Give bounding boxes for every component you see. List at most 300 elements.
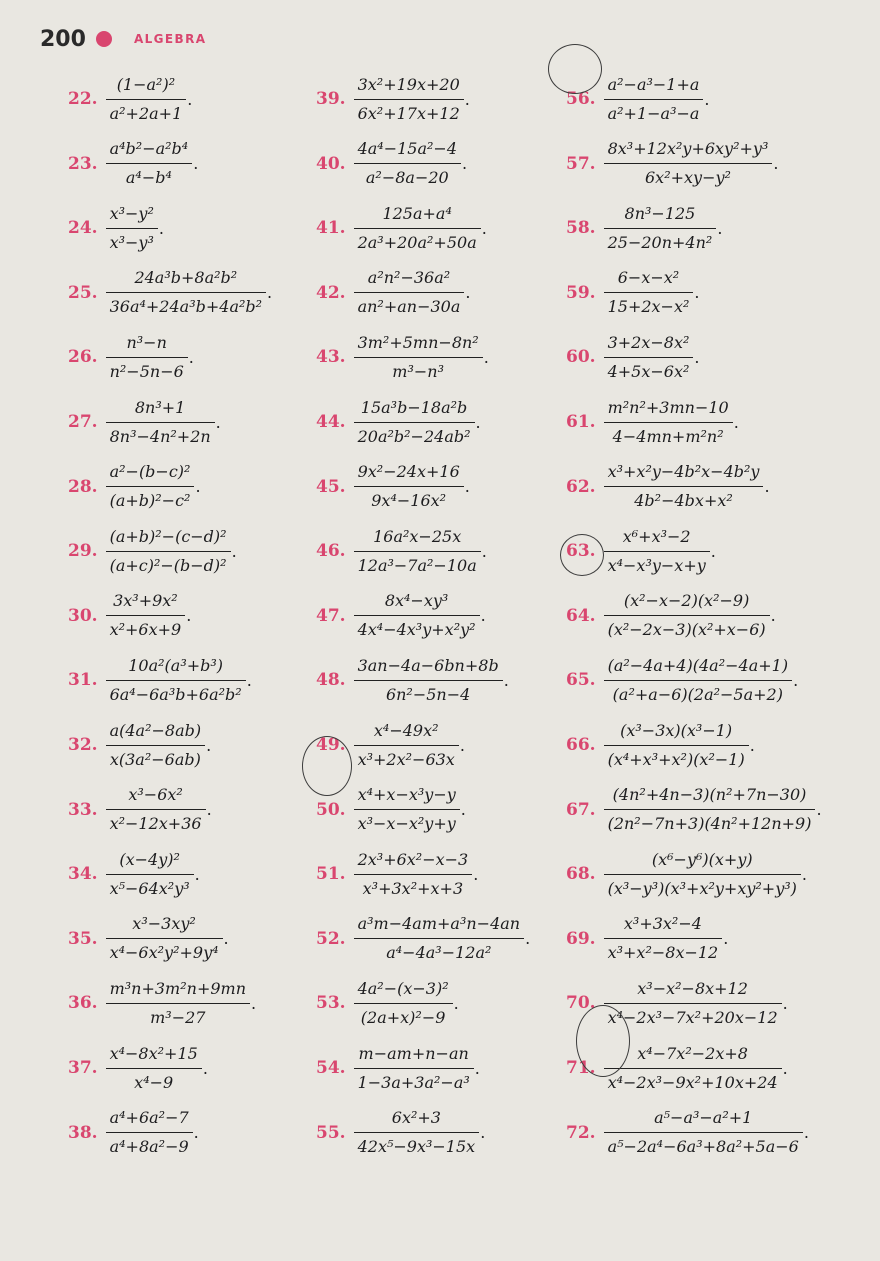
problem-item xyxy=(566,584,776,648)
period: . xyxy=(480,1123,486,1143)
fraction xyxy=(604,1043,782,1094)
denominator: 4b²−4bx+x² xyxy=(634,491,733,511)
denominator: 1−3a+3a²−a³ xyxy=(357,1072,470,1092)
pencil-circle-70 xyxy=(576,1005,630,1077)
problem-item xyxy=(68,132,198,196)
problem-number: 72. xyxy=(566,1122,596,1143)
denominator: n²−5n−6 xyxy=(109,361,184,381)
problem-number: 46. xyxy=(316,541,346,562)
problem-number: 37. xyxy=(68,1058,98,1078)
fraction-bar xyxy=(106,680,246,681)
denominator: 4x⁴−4x³y+x²y² xyxy=(357,620,476,640)
fraction xyxy=(106,332,188,383)
denominator: (a+c)²−(b−d)² xyxy=(109,555,227,575)
problem-number: 62. xyxy=(566,476,596,497)
numerator: a(4a²−8ab) xyxy=(109,720,202,740)
fraction xyxy=(604,849,801,900)
fraction xyxy=(604,332,694,383)
fraction-bar xyxy=(354,422,475,423)
problem-item xyxy=(68,390,221,454)
denominator: 20a²b²−24ab² xyxy=(357,426,471,446)
numerator: a⁴b²−a²b⁴ xyxy=(109,139,189,159)
period: . xyxy=(816,800,822,820)
denominator: x³+3x²+x+3 xyxy=(362,878,464,898)
fraction xyxy=(354,267,465,318)
numerator: 3+2x−8x² xyxy=(607,332,690,352)
fraction-bar xyxy=(604,99,704,100)
period: . xyxy=(194,864,200,884)
problem-number: 40. xyxy=(316,153,346,174)
fraction xyxy=(354,1107,480,1158)
fraction-bar xyxy=(106,874,194,875)
period: . xyxy=(717,218,723,238)
numerator: 3m²+5mn−8n² xyxy=(357,332,479,352)
fraction xyxy=(106,590,186,641)
denominator: (2a+x)²−9 xyxy=(360,1007,446,1027)
denominator: m³−27 xyxy=(150,1007,206,1027)
problem-item xyxy=(68,778,212,842)
denominator: 4+5x−6x² xyxy=(607,361,690,381)
period: . xyxy=(460,800,466,820)
denominator: 8n³−4n²+2n xyxy=(109,426,211,446)
fraction-bar xyxy=(106,163,193,164)
fraction xyxy=(354,784,460,835)
fraction xyxy=(354,397,475,448)
period: . xyxy=(801,864,807,884)
fraction xyxy=(106,655,246,706)
denominator: x³+2x²−63x xyxy=(357,749,455,769)
period: . xyxy=(462,154,468,174)
fraction xyxy=(604,655,792,706)
fraction xyxy=(354,74,464,125)
denominator: an²+an−30a xyxy=(357,297,461,317)
numerator: 6x²+3 xyxy=(391,1108,441,1128)
period: . xyxy=(202,1058,208,1078)
denominator: x³−y³ xyxy=(109,232,154,252)
fraction-bar xyxy=(106,809,206,810)
problem-item xyxy=(566,132,778,196)
numerator: 8x³+12x²y+6xy²+y³ xyxy=(607,139,769,159)
period: . xyxy=(474,1058,480,1078)
numerator: 15a³b−18a²b xyxy=(360,397,468,417)
numerator: x³−x²−8x+12 xyxy=(637,978,748,998)
fraction-bar xyxy=(106,1132,193,1133)
denominator: 6n²−5n−4 xyxy=(385,684,471,704)
fraction xyxy=(604,978,782,1029)
fraction-bar xyxy=(106,1003,250,1004)
problem-number: 52. xyxy=(316,928,346,949)
problem-item xyxy=(316,196,487,260)
problem-item xyxy=(68,261,272,325)
period: . xyxy=(473,864,479,884)
problem-item xyxy=(316,648,509,712)
period: . xyxy=(465,283,471,303)
fraction-bar xyxy=(604,1132,803,1133)
numerator: a⁴+6a²−7 xyxy=(109,1108,189,1128)
numerator: x³−3xy² xyxy=(132,914,196,934)
problem-number: 30. xyxy=(68,605,98,626)
problem-item xyxy=(316,971,459,1035)
denominator: x⁴−9 xyxy=(134,1072,174,1092)
problem-item xyxy=(316,132,467,196)
period: . xyxy=(475,412,481,432)
period: . xyxy=(223,929,229,949)
period: . xyxy=(453,993,459,1013)
numerator: 6−x−x² xyxy=(617,268,680,288)
numerator: a⁵−a³−a²+1 xyxy=(654,1108,753,1128)
fraction xyxy=(354,203,481,254)
denominator: 2a³+20a²+50a xyxy=(357,232,477,252)
period: . xyxy=(481,541,487,561)
fraction-bar xyxy=(604,422,733,423)
fraction xyxy=(354,138,461,189)
problem-number: 22. xyxy=(68,89,98,109)
problem-number: 42. xyxy=(316,282,346,303)
problem-item xyxy=(68,584,191,648)
denominator: x⁴−2x³−7x²+20x−12 xyxy=(607,1007,778,1027)
fraction-bar xyxy=(354,292,465,293)
fraction-bar xyxy=(354,1068,474,1069)
denominator: a²−8a−20 xyxy=(365,168,449,188)
problem-number: 70. xyxy=(566,993,596,1014)
denominator: x³−x−x²y+y xyxy=(357,814,456,834)
period: . xyxy=(793,670,799,690)
denominator: 6x²+17x+12 xyxy=(357,103,460,123)
fraction xyxy=(354,461,464,512)
problem-number: 38. xyxy=(68,1122,98,1143)
problem-number: 25. xyxy=(68,282,98,303)
problem-number: 32. xyxy=(68,735,98,755)
denominator: 25−20n+4n² xyxy=(607,232,713,252)
fraction xyxy=(106,1107,193,1158)
fraction-bar xyxy=(106,745,206,746)
pencil-circle-49 xyxy=(302,736,352,796)
period: . xyxy=(749,735,755,755)
page-header xyxy=(40,24,206,54)
fraction xyxy=(354,590,480,641)
period: . xyxy=(267,283,273,303)
denominator: (2n²−7n+3)(4n²+12n+9) xyxy=(607,814,812,834)
problem-number: 63. xyxy=(566,541,596,562)
fraction xyxy=(604,720,749,771)
period: . xyxy=(195,477,201,497)
period: . xyxy=(710,541,716,561)
numerator: x⁴+x−x³y−y xyxy=(357,785,456,805)
fraction xyxy=(354,849,473,900)
problem-number: 29. xyxy=(68,541,98,562)
denominator: a²+1−a³−a xyxy=(607,103,700,123)
fraction xyxy=(106,1043,202,1094)
fraction-bar xyxy=(106,486,195,487)
period: . xyxy=(188,347,194,367)
problem-number: 60. xyxy=(566,347,596,368)
denominator: x⁴−6x²y²+9y⁴ xyxy=(109,943,219,963)
fraction xyxy=(106,720,206,771)
period: . xyxy=(733,412,739,432)
problem-item xyxy=(566,713,755,777)
fraction-bar xyxy=(604,357,694,358)
period: . xyxy=(251,993,257,1013)
numerator: 4a²−(x−3)² xyxy=(357,978,449,998)
numerator: 24a³b+8a²b² xyxy=(134,268,238,288)
period: . xyxy=(193,154,199,174)
problem-number: 56. xyxy=(566,89,596,109)
problem-number: 47. xyxy=(316,605,346,626)
denominator: 15+2x−x² xyxy=(607,297,690,317)
period: . xyxy=(770,606,776,626)
problem-item xyxy=(566,778,822,842)
fraction-bar xyxy=(604,874,801,875)
denominator: 36a⁴+24a³b+4a²b² xyxy=(109,297,263,317)
fraction xyxy=(354,913,525,964)
problem-number: 54. xyxy=(316,1058,346,1078)
fraction xyxy=(604,526,710,577)
period: . xyxy=(459,735,465,755)
numerator: (x⁶−y⁶)(x+y) xyxy=(651,849,753,869)
fraction-bar xyxy=(354,938,525,939)
period: . xyxy=(764,477,770,497)
period: . xyxy=(193,1123,199,1143)
fraction-bar xyxy=(354,615,480,616)
problem-item xyxy=(316,67,470,131)
fraction-bar xyxy=(604,938,723,939)
fraction xyxy=(106,913,223,964)
fraction-bar xyxy=(106,615,186,616)
fraction-bar xyxy=(106,422,215,423)
numerator: a²−(b−c)² xyxy=(109,462,191,482)
fraction-bar xyxy=(604,809,816,810)
problem-number: 55. xyxy=(316,1122,346,1143)
problem-item xyxy=(68,67,192,131)
numerator: (x²−x−2)(x²−9) xyxy=(623,591,750,611)
fraction-bar xyxy=(604,1068,782,1069)
problem-number: 49. xyxy=(316,735,346,755)
fraction-bar xyxy=(354,99,464,100)
problem-item xyxy=(316,584,486,648)
fraction-bar xyxy=(354,357,483,358)
problem-item xyxy=(68,1101,199,1165)
problem-number: 64. xyxy=(566,605,596,626)
numerator: 8n³+1 xyxy=(134,397,186,417)
numerator: m²n²+3mn−10 xyxy=(607,397,729,417)
numerator: x³−y² xyxy=(109,203,154,223)
problem-number: 26. xyxy=(68,347,98,368)
problem-number: 58. xyxy=(566,218,596,239)
period: . xyxy=(782,993,788,1013)
numerator: 2x³+6x²−x−3 xyxy=(357,849,469,869)
numerator: x⁶+x³−2 xyxy=(622,526,691,546)
denominator: m³−n³ xyxy=(392,361,444,381)
fraction xyxy=(106,203,158,254)
period: . xyxy=(187,89,193,109)
numerator: a²n²−36a² xyxy=(367,268,451,288)
problem-item xyxy=(316,519,487,583)
problem-item xyxy=(68,648,252,712)
problem-item xyxy=(68,907,229,971)
fraction xyxy=(604,267,694,318)
denominator: a²+2a+1 xyxy=(109,103,183,123)
numerator: 10a²(a³+b³) xyxy=(128,655,224,675)
numerator: (4n²+4n−3)(n²+7n−30) xyxy=(612,785,807,805)
fraction-bar xyxy=(604,745,749,746)
problem-item xyxy=(566,1101,809,1165)
denominator: 6x²+xy−y² xyxy=(644,168,731,188)
fraction-bar xyxy=(604,228,717,229)
fraction xyxy=(106,397,215,448)
header-dot-icon xyxy=(96,31,112,47)
problem-item xyxy=(566,648,798,712)
fraction xyxy=(106,849,194,900)
problem-number: 61. xyxy=(566,412,596,432)
fraction-bar xyxy=(604,615,770,616)
numerator: 3an−4a−6bn+8b xyxy=(357,655,499,675)
problem-item xyxy=(316,390,481,454)
denominator: x²+6x+9 xyxy=(109,620,182,640)
fraction-bar xyxy=(354,163,461,164)
problem-number: 34. xyxy=(68,864,98,885)
fraction-bar xyxy=(106,99,187,100)
fraction-bar xyxy=(106,551,231,552)
numerator: 3x²+19x+20 xyxy=(357,74,460,94)
problem-item xyxy=(68,842,200,906)
problem-item xyxy=(68,196,164,260)
fraction-bar xyxy=(604,486,764,487)
fraction-bar xyxy=(604,292,694,293)
period: . xyxy=(480,606,486,626)
problem-number: 24. xyxy=(68,218,98,239)
fraction xyxy=(106,461,195,512)
fraction xyxy=(106,267,266,318)
problem-number: 33. xyxy=(68,799,98,820)
problem-item xyxy=(316,1036,480,1100)
period: . xyxy=(483,347,489,367)
problem-number: 36. xyxy=(68,993,98,1014)
period: . xyxy=(773,154,779,174)
fraction-bar xyxy=(604,1003,782,1004)
problem-number: 66. xyxy=(566,735,596,755)
fraction-bar xyxy=(354,228,481,229)
problem-number: 28. xyxy=(68,476,98,497)
problem-number: 43. xyxy=(316,347,346,368)
problem-number: 48. xyxy=(316,670,346,691)
problem-number: 27. xyxy=(68,412,98,432)
problem-number: 51. xyxy=(316,864,346,885)
period: . xyxy=(231,541,237,561)
fraction xyxy=(604,138,773,189)
fraction-bar xyxy=(106,228,158,229)
problem-number: 69. xyxy=(566,928,596,949)
problem-number: 23. xyxy=(68,153,98,174)
fraction-bar xyxy=(354,551,481,552)
period: . xyxy=(215,412,221,432)
fraction xyxy=(354,655,503,706)
denominator: 12a³−7a²−10a xyxy=(357,555,477,575)
fraction xyxy=(354,526,481,577)
denominator: (x²−2x−3)(x²+x−6) xyxy=(607,620,766,640)
period: . xyxy=(246,670,252,690)
fraction xyxy=(604,1107,803,1158)
fraction xyxy=(604,913,723,964)
problem-item xyxy=(68,519,237,583)
fraction xyxy=(604,74,704,125)
problem-item xyxy=(566,390,739,454)
denominator: a⁴−4a³−12a² xyxy=(386,943,492,963)
denominator: a⁴−b⁴ xyxy=(125,168,172,188)
numerator: a³m−4am+a³n−4an xyxy=(357,914,521,934)
numerator: a²−a³−1+a xyxy=(607,74,700,94)
numerator: 9x²−24x+16 xyxy=(357,462,460,482)
denominator: 42x⁵−9x³−15x xyxy=(357,1137,476,1157)
fraction xyxy=(604,203,717,254)
numerator: x⁴−7x²−2x+8 xyxy=(637,1043,748,1063)
fraction xyxy=(354,720,459,771)
problem-number: 68. xyxy=(566,864,596,885)
period: . xyxy=(186,606,192,626)
fraction-bar xyxy=(106,938,223,939)
denominator: 6a⁴−6a³b+6a²b² xyxy=(109,684,242,704)
period: . xyxy=(206,735,212,755)
fraction xyxy=(354,332,483,383)
numerator: 4a⁴−15a²−4 xyxy=(357,139,458,159)
fraction-bar xyxy=(604,551,710,552)
problem-item xyxy=(68,325,194,389)
fraction-bar xyxy=(106,1068,202,1069)
numerator: x³+x²y−4b²x−4b²y xyxy=(607,462,760,482)
denominator: a⁴+8a²−9 xyxy=(109,1137,189,1157)
denominator: 9x⁴−16x² xyxy=(371,491,447,511)
problem-item xyxy=(316,455,470,519)
problem-item xyxy=(566,907,728,971)
problem-item xyxy=(68,1036,208,1100)
denominator: x⁵−64x²y³ xyxy=(109,878,190,898)
denominator: 4−4mn+m²n² xyxy=(612,426,724,446)
denominator: (x³−y³)(x³+x²y+xy²+y³) xyxy=(607,878,797,898)
numerator: 8n³−125 xyxy=(624,203,696,223)
problem-number: 45. xyxy=(316,476,346,497)
pencil-circle-63 xyxy=(560,534,604,576)
problem-item xyxy=(566,196,722,260)
fraction-bar xyxy=(604,163,773,164)
numerator: 125a+a⁴ xyxy=(382,203,452,223)
period: . xyxy=(464,89,470,109)
numerator: (a²−4a+4)(4a²−4a+1) xyxy=(607,655,789,675)
problem-number: 65. xyxy=(566,670,596,691)
problem-item xyxy=(566,325,699,389)
numerator: x³+3x²−4 xyxy=(623,914,702,934)
fraction xyxy=(106,784,206,835)
fraction xyxy=(604,784,816,835)
numerator: (x³−3x)(x³−1) xyxy=(620,720,733,740)
fraction-bar xyxy=(354,874,473,875)
problem-number: 35. xyxy=(68,928,98,949)
fraction xyxy=(354,1043,474,1094)
numerator: x⁴−8x²+15 xyxy=(109,1043,198,1063)
fraction-bar xyxy=(604,680,792,681)
problem-item xyxy=(68,455,201,519)
section-title: ALGEBRA xyxy=(133,32,207,46)
fraction xyxy=(604,397,733,448)
numerator: (a+b)²−(c−d)² xyxy=(109,526,227,546)
fraction xyxy=(106,526,231,577)
fraction-bar xyxy=(354,745,459,746)
period: . xyxy=(464,477,470,497)
fraction-bar xyxy=(354,486,464,487)
denominator: x(3a²−6ab) xyxy=(109,749,201,769)
period: . xyxy=(694,283,700,303)
problem-item xyxy=(316,842,478,906)
problem-number: 57. xyxy=(566,153,596,174)
period: . xyxy=(694,347,700,367)
